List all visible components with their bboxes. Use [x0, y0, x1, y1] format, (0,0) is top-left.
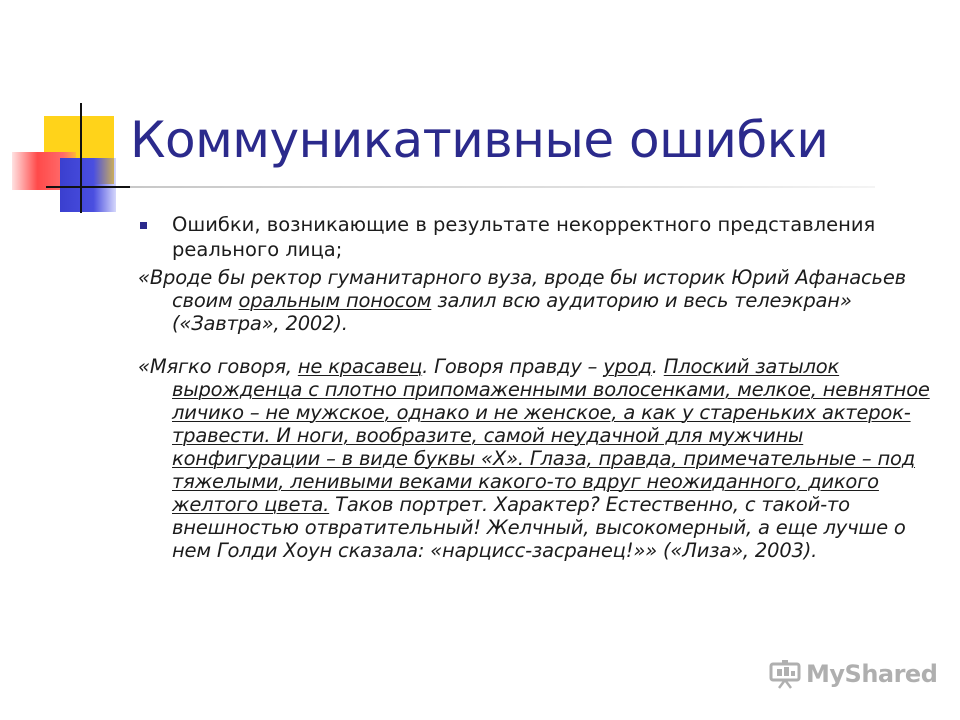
quote-text: .: [651, 354, 664, 378]
square-bullet-icon: [140, 222, 147, 229]
vertical-line: [80, 103, 82, 213]
watermark: [768, 656, 937, 692]
bullet-text: Ошибки, возникающие в результате некорректного представления реального лица;: [172, 213, 876, 261]
quote-text: «Вроде бы ректор гуманитарного вуза, вроде бы историк Юрий Афанасьев своим: [138, 266, 906, 312]
presentation-board-icon: [768, 659, 802, 689]
title-underline: [130, 186, 875, 188]
slide-body: [138, 212, 938, 581]
bullet-item: [138, 212, 938, 262]
horizontal-line: [46, 186, 130, 188]
quote-underlined: оральным поносом: [238, 289, 432, 312]
slide-title: Коммуникативные ошибки: [130, 111, 829, 169]
watermark-text: MyShared: [806, 660, 938, 688]
quote-zavtra: [138, 266, 938, 335]
quote-underlined: не красавец: [297, 354, 423, 378]
quote-liza: [138, 355, 938, 562]
quote-text: «Мягко говоря,: [138, 354, 298, 378]
quote-text: залил всю аудиторию и весь телеэкран» («Завтра», 2002).: [172, 289, 852, 335]
quote-text: Таков портрет. Характер? Естественно, с такой-то внешностью отвратительный! Желчный, высокомерный, а еще лучше о нем Голди Хоун сказала: «нарцисс-засранец!»» («Лиза», 2003).: [172, 492, 906, 562]
decorative-squares: [0, 0, 140, 220]
quote-text: . Говоря правду –: [422, 354, 604, 378]
quote-underlined: Плоский затылок вырожденца с плотно припомаженными волосенками, мелкое, невнятное личико – не мужское, однако и не женское, а как у стареньких актерок-травести. И ноги, вообразите, самой неудачной для мужчины конфигурации – в виде буквы «Х». Глаза, правда, примечательные – под тяжелыми, ленивыми веками какого-то вдруг неожиданного, дикого желтого цвета.: [172, 354, 930, 516]
blue-square: [60, 158, 116, 212]
quote-underlined: урод: [603, 354, 652, 378]
